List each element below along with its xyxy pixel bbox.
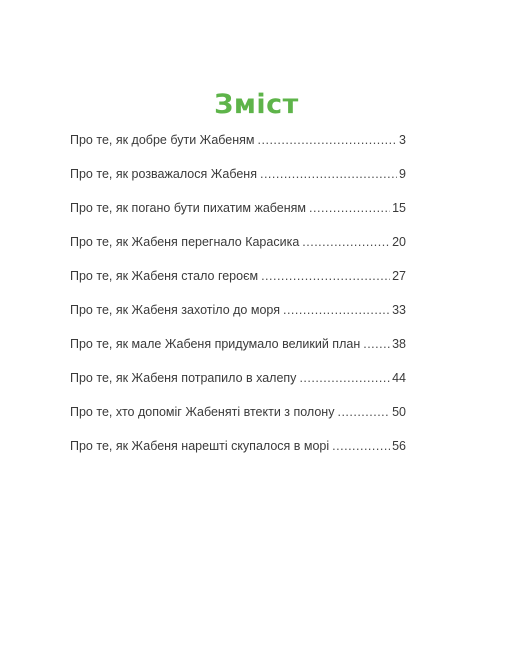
toc-entry: [70, 199, 406, 233]
toc-entry-page: 38: [392, 337, 406, 351]
toc-entry: [70, 267, 406, 301]
toc-entry: [70, 403, 406, 437]
table-of-contents: [70, 131, 406, 471]
toc-entry-page: 9: [399, 167, 406, 181]
toc-entry-title: Про те, як Жабеня нарешті скупалося в морі: [70, 439, 330, 453]
toc-entry-title: Про те, як добре бути Жабеням: [70, 133, 255, 147]
toc-entry: [70, 437, 406, 471]
page-title: Зміст: [214, 89, 299, 121]
toc-entry-title: Про те, як Жабеня потрапило в халепу: [70, 371, 297, 385]
toc-entry-title: Про те, як розважалося Жабеня: [70, 167, 257, 181]
toc-entry-page: 15: [392, 201, 406, 215]
dot-leader: [283, 301, 390, 319]
toc-entry: [70, 233, 406, 267]
dot-leader: [337, 403, 390, 421]
toc-entry: [70, 301, 406, 335]
toc-entry-title: Про те, як Жабеня перегнало Карасика: [70, 235, 300, 249]
toc-entry-title: Про те, як мале Жабеня придумало великий план: [70, 337, 361, 351]
dot-leader: [363, 335, 390, 353]
toc-entry-title: Про те, як погано бути пихатим жабеням: [70, 201, 307, 215]
toc-entry-title: Про те, хто допоміг Жабеняті втекти з полону: [70, 405, 335, 419]
toc-entry: [70, 335, 406, 369]
toc-entry-page: 27: [392, 269, 406, 283]
toc-entry: [70, 369, 406, 403]
dot-leader: [260, 165, 397, 183]
toc-entry-page: 50: [392, 405, 406, 419]
toc-entry-page: 3: [399, 133, 406, 147]
toc-entry-page: 33: [392, 303, 406, 317]
toc-entry-title: Про те, як Жабеня захотіло до моря: [70, 303, 280, 317]
toc-entry-page: 20: [392, 235, 406, 249]
toc-entry-title: Про те, як Жабеня стало героєм: [70, 269, 259, 283]
dot-leader: [302, 233, 390, 251]
toc-entry: [70, 131, 406, 165]
toc-entry-page: 56: [392, 439, 406, 453]
dot-leader: [261, 267, 390, 285]
dot-leader: [309, 199, 390, 217]
toc-entry-page: 44: [392, 371, 406, 385]
dot-leader: [332, 437, 390, 455]
dot-leader: [258, 131, 398, 149]
dot-leader: [299, 369, 390, 387]
toc-entry: [70, 165, 406, 199]
